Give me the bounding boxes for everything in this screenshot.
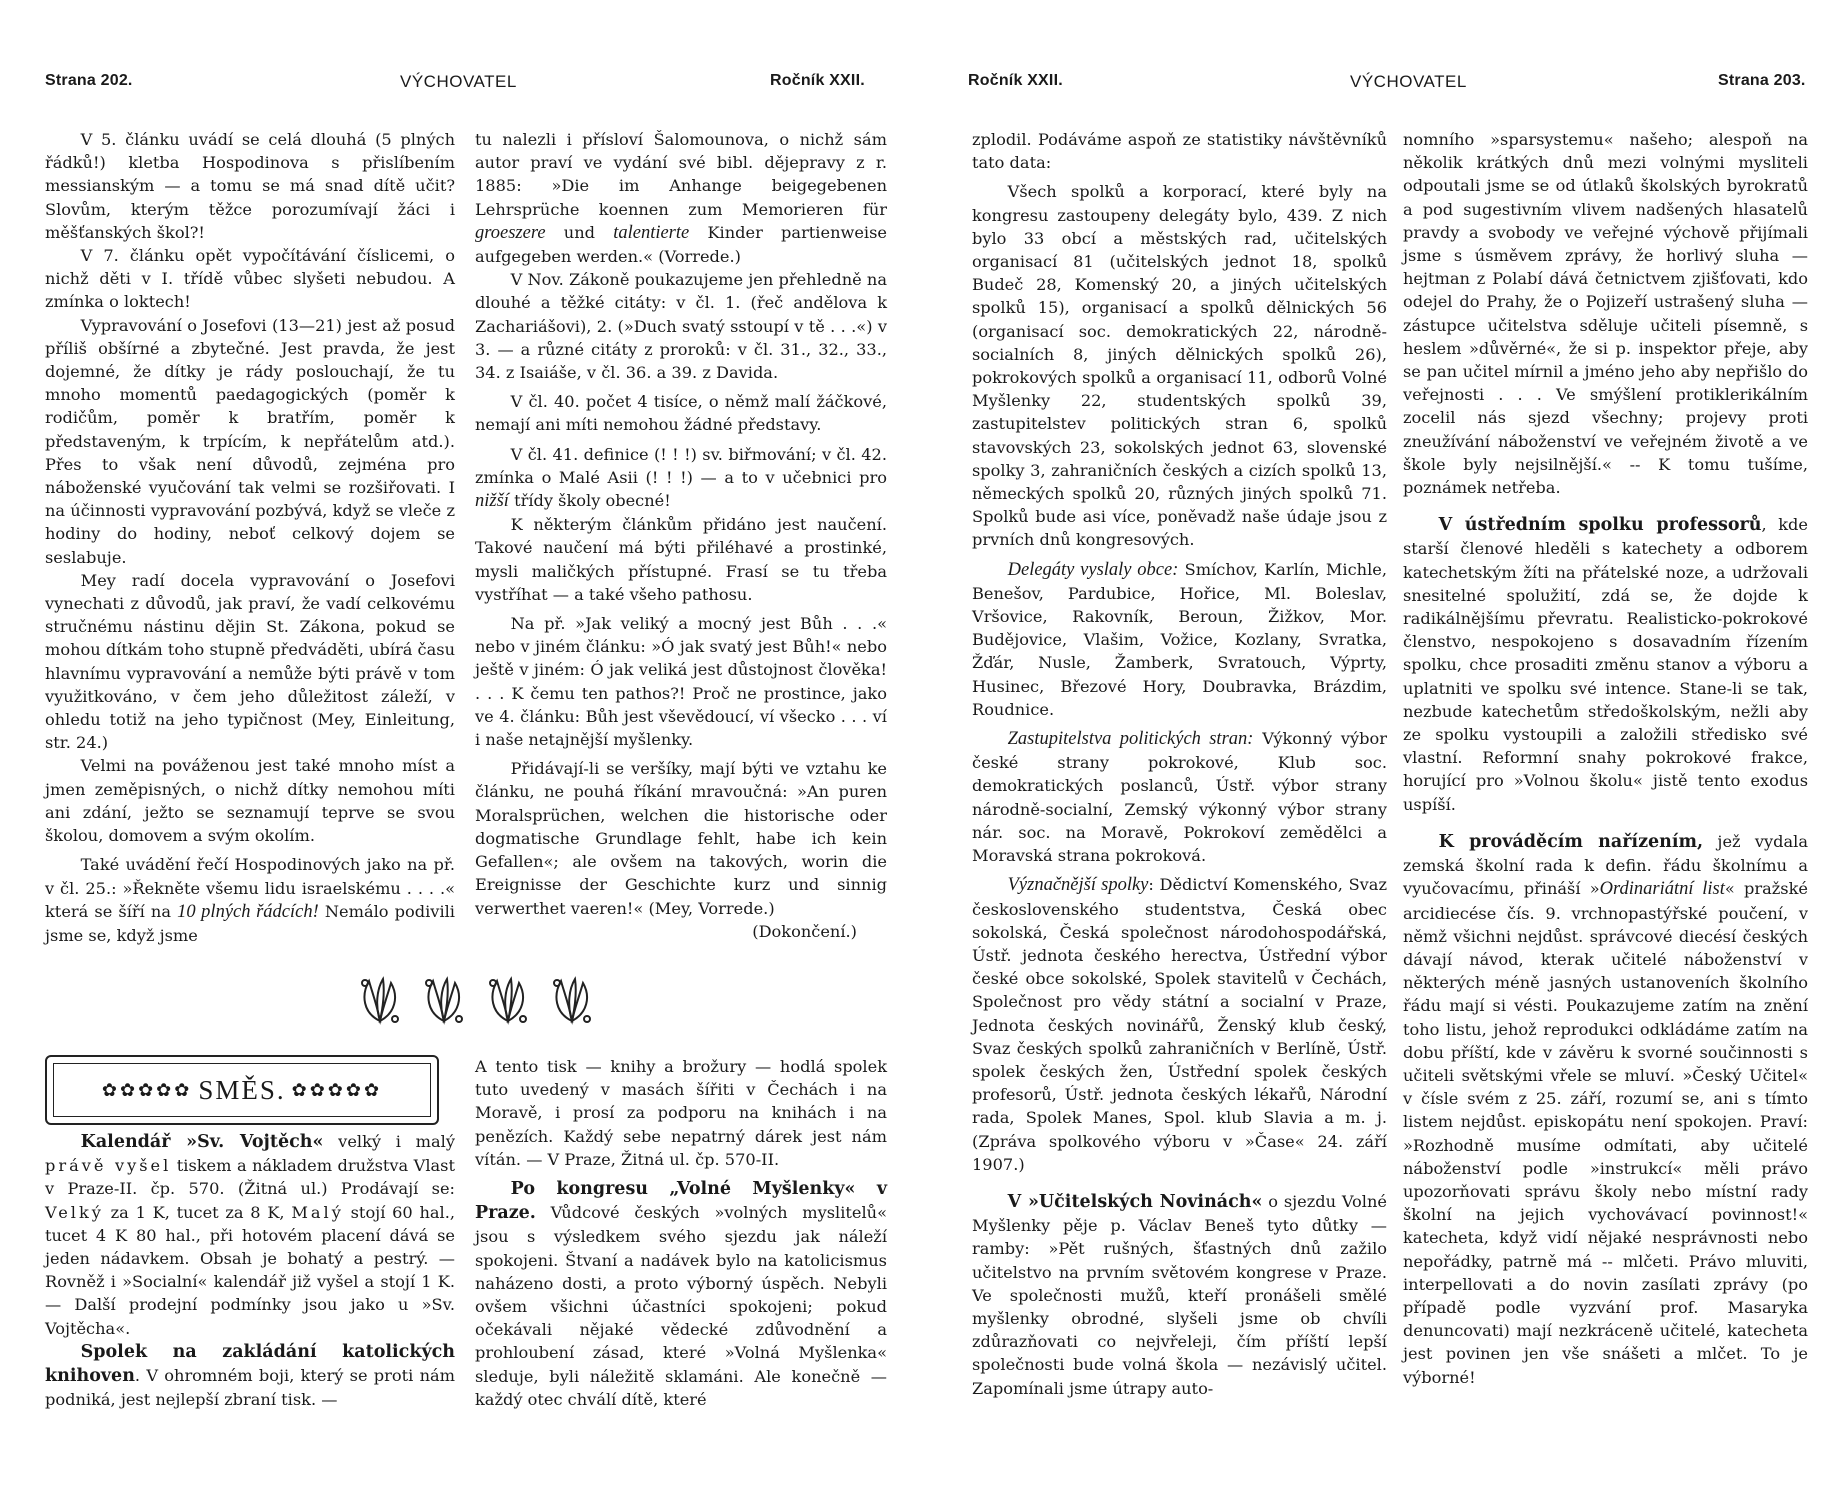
text: velký i malý (323, 1132, 456, 1151)
item-heading: Kalendář »Sv. Vojtěch« (80, 1132, 324, 1152)
paragraph (972, 1190, 1387, 1400)
smes-col2 (475, 1055, 887, 1411)
page-number-right: Strana 203. (1718, 72, 1806, 89)
emphasis: talentierte (613, 222, 690, 243)
paragraph: zplodil. Podáváme aspoň ze statistiky návštěvníků tato data: (972, 130, 1387, 173)
paragraph: V 7. článku opět vypočítávání číslicemi, o nichž děti v I. třídě vůbec slyšeti nebudou. A zmínka o loktech! (45, 246, 455, 312)
text: tiskem a nákladem družstva Vlast v Praze-II. čp. 570. (Žitná ul.) Prodávají se: (45, 1156, 455, 1199)
paragraph (45, 853, 455, 947)
volume-left: Ročník XXII. (770, 72, 865, 89)
text: Vůdcové českých »volných myslitelů« jsou s výsledkem svého sjezdu jak náleží spokojeni. Štvaní a nadávek bylo na katolicismus naházeno dosti, a proto výborný úspěch. Nebyli ovšem všichni účastníci spokojeni; pokud očekávali nějaké vědecké zdůvodnění a prohloubení zásad, které »Volná Myšlenka« sleduje, byli náležitě sklamáni. Ale konečně — každý otec chválí dítě, které (475, 1203, 887, 1409)
paragraph (1403, 513, 1808, 816)
item-heading: Spolek na zakládání katolických knihoven (45, 1341, 455, 1387)
text: jež vydala zemská školní rada k defin. řádu školnímu a vyučovacímu, přináší » (1403, 831, 1808, 899)
item-heading: K prováděcím nařízením, (1438, 831, 1704, 852)
right-col1 (972, 128, 1387, 1400)
emphasis: Delegáty vyslaly obce: (1007, 559, 1179, 580)
paragraph: K některým článkům přidáno jest naučení. Takové naučení má býti přiléhavé a prostinké, mysli maličkých přístupné. Frasí se tu třeba vystříhat — a také všeho pathosu. (475, 515, 887, 604)
journal-title-right: VÝCHOVATEL (1350, 72, 1467, 91)
text: Nemálo podivili jsme se, když jsme (45, 901, 455, 945)
paragraph: V 5. článku uvádí se celá dlouhá (5 plných řádků!) kletba Hospodinova s přislíbením messianským — a tomu se má snad dítě učit? Slovům, kterým těžce porozumívají žáci i měšťanských škol?! (45, 130, 455, 242)
smes-col1 (45, 1130, 455, 1411)
paragraph (475, 443, 887, 514)
paragraph (972, 727, 1387, 867)
text: stojí 60 hal., tucet 4 K 80 hal., při hotovém placení dává se jeden nádavkem. Obsah je bohatý a pestrý. — Rovněž i »Socialní« kalendář již vyšel a stojí 1 K. — Další prodejní podmínky jsou jako u »Sv. Vojtěcha«. (45, 1202, 455, 1338)
paragraph: A tento tisk — knihy a brožury — hodlá spolek tuto uvedený v masách šířiti v Čechách i na Moravě, i prosí za podporu na knihách i na penězích. Každý sebe nepatrný dárek jest nám vítán. — V Praze, Žitná ul. čp. 570-II. (475, 1057, 887, 1169)
paragraph (972, 873, 1387, 1176)
leaf-ornament-icon (419, 975, 469, 1025)
text: tu nalezli i přísloví Šalomounova, o nichž sám autor praví ve vydání své bibl. dějepravy z r. 1885: »Die im Anhange beigegebenen Lehrsprüche koennen zum Memorieren für (475, 130, 887, 219)
paragraph (1403, 830, 1808, 1389)
paragraph: Vypravování o Josefovi (13—21) jest až posud příliš obšírné a zbytečné. Jest pravda, že jest dojemné, že dítky je rády poslouchají, že tu mnoho momentů paedagogických (poměr k rodičům, poměr k bratřím, poměr k představeným, k trpícím, k nepřátelům atd.). Přes to však není důvodů, zejména pro náboženské vyučování tak velmi se rozšiřovati. I na účinnosti vypravování pozbývá, když se vleče z hodiny do hodiny, neboť celkový dojem se seslabuje. (45, 315, 455, 567)
rosette-icon: ✿✿✿✿✿ (101, 1079, 193, 1100)
item-heading: Po kongresu „Volné Myšlenky« v Praze. (475, 1179, 887, 1224)
paragraph (475, 1177, 887, 1411)
paragraph (972, 558, 1387, 721)
text: o sjezdu Volné Myšlenky pěje p. Václav Beneš tyto důtky — ramby: »Pět rušných, šťastných dnů zažilo učitelstvo na prvním světovém kongrese v Praze. Ve společnosti mužů, kteří pronášeli smělé myšlenky obrodné, slyšeli jsme ob chvíli zdůrazňovati co nejvřeleji, čím příští lepší společnosti bude volná škola — nezávislý učitel. Zapomínali jsme útrapy auto- (972, 1191, 1387, 1398)
text: Malý (291, 1202, 344, 1222)
emphasis: Ordinariátní list (1599, 879, 1725, 900)
text: . V ohromném boji, který se proti nám podniká, jest nejlepší zbraní tisk. — (45, 1366, 455, 1410)
item-heading: V »Učitelských Novinách« (1007, 1191, 1263, 1212)
emphasis: Význačnější spolky (1007, 875, 1149, 896)
paragraph: Všech spolků a korporací, které byly na kongresu zastoupeny delegáty bylo, 439. Z nich bylo 33 obcí a městských rad, učitelských organisací 81 (učitelských jednot 18, spolků Budeč 28, Komenský 20, a jiných učitelských spolků 15), organisací a spolků dělnických 56 (organisací soc. demokratických 22, národně-socialních 8, jiných dělnických spolků 26), pokrokových spolků a organisací 11, odborů Volné Myšlenky 22, studentských spolků 39, zastupitelstev politických stran 6, spolků stavovských 23, sokolských jednot 63, slovenské spolky 3, zahraničních českých a cizích spolků 13, německých spolků 20, různých jiných spolků 71. Spolků bude asi více, poněvadž naše údaje jsou z prvních dnů kongresových. (972, 182, 1387, 550)
text: Kinder partienweise aufgegeben werden.« (Vorrede.) (475, 222, 887, 267)
emphasis: nižší (475, 491, 509, 512)
text: « pražské arcidiecése čís. 9. vrchnopastýřské poučení, v němž všichni nejdůst. správcové diecésí českých dávají návod, kterak učitelé náboženství v některých méně jasných ustanoveních školního řádu mají si vésti. Poukazujeme zatím na znění toho listu, jehož reprodukci odkládáme zatím na dobu příští, kde v závěru k svorné součinnosti s učiteli světskými vřele se mluví. »Český Učitel« v čísle svém z 25. září, rozumí se, ani s tímto listem nejdůst. episkopátu není spokojen. Praví: »Rozhodně musíme odmítati, aby učitelé náboženství podle »instrukcí« měli právo upozorňovati správu školy nebo místní rady školní na jejich vychovávací povinnost!« katecheta, když vidí nějaké nesprávnosti nebo nepořádky, patrně má -- mlčeti. Právo mluviti, interpellovati a do novin zasílati zprávy (po případě podle vyzvání prof. Masaryka denuncovati) mají nezkráceně učitelé, katecheta jest povinen jen vše snášeti a mlčet. To je výborné! (1403, 879, 1808, 1387)
paragraph: Velmi na pováženou jest také mnoho míst a jmen zeměpisných, o nichž dítky nemohou míti ani zdání, ježto se seznamují teprve se svou školou, domovem a svým okolím. (45, 756, 455, 846)
text: , kde starší členové hleděli s katechety a odborem katechetským žíti na přátelské noze, a udržovali snesitelné spolužití, zdá se, že dojde k radikálnějšímu převratu. Realisticko-pokrokové členstvo, nespokojeno s dosavadním řízením spolku, chce prosaditi změnu stanov a výboru a uplatniti ve spolku své intence. Stane-li se tak, nezbude katechetům středoškolským, nežli aby ze spolku vystoupili a založili středisko své vlastní. Reformní snahy pokrokové frakce, horující pro »Volnou školu« jistě tento exodus uspíší. (1403, 515, 1808, 814)
section-title: SMĚS. (198, 1074, 286, 1105)
volume-right: Ročník XXII. (968, 72, 1063, 89)
leaf-ornament-icon (355, 975, 405, 1025)
text: za 1 K, tucet za 8 K, (103, 1202, 292, 1222)
left-col2 (475, 128, 887, 943)
section-heading-box (45, 1055, 439, 1125)
paragraph: V čl. 40. počet 4 tisíce, o němž malí žáčkové, nemají ani míti nemohou žádné představy. (475, 392, 887, 435)
emphasis: 10 plných řádcích! (177, 901, 319, 922)
paragraph: Přidávají-li se veršíky, mají býti ve vztahu ke článku, ne pouhá říkání mravoučná: »An puren Moralsprüchen, welchen die historische oder dogmatische Grundlage fehlt, habe ich kein Gefallen«; ale ovšem na takových, worin die Ereignisse der Geschichte kurz und sinnig verwerthet vaeren!« (Mey, Vorrede.) (475, 759, 887, 918)
emphasis: Zastupitelstva politických stran: (1007, 729, 1254, 750)
paragraph (45, 1130, 455, 1340)
leaf-ornament-icon (483, 975, 533, 1025)
text: Velký (45, 1202, 104, 1222)
paragraph: Na př. »Jak veliký a mocný jest Bůh . . .« nebo v jiném článku: »Ó jak svatý jest Bůh!« nebo ještě v jiném: Ó jak veliká jest důstojnost člověka! . . . K čemu ten pathos?! Proč ne prostince, jako ve 4. článku: Bůh jest vševědoucí, ví všecko . . . ví i naše netajnější myšlenky. (475, 614, 887, 750)
rosette-icon: ✿✿✿✿✿ (291, 1079, 383, 1100)
paragraph: nomního »sparsystemu« našeho; alespoň na několik krátkých dnů mezi volnými mysliteli odpoutali jsme se od útlaků školských byrokratů a pod sugestivním vlivem nadšených hlasatelů pravdy a svobody ve veřejné výchově přijímali jsme s úsměvem zprávy, že horlivý sluha — hejtman z Polabí dává četnictvem zjišťovati, kdo odejel do Prahy, že o Pojizeří ustrašený sluha — zástupce učitelstva sděluje učiteli písemně, s heslem »důvěrné«, že si p. inspektor přeje, aby se pan učitel mírnil a jméno jeho aby nepřišlo do veřejnosti . . . Ve smýšlení protiklerikálním zocelil nás sjezd všechny; projevy proti zneužívání náboženství ve veřejném životě a ve škole byly nejsilnější.« -- K tomu tušíme, poznámek netřeba. (1403, 130, 1808, 498)
text: : Dědictví Komenského, Svaz československého studentstva, Česká obec sokolská, Česká společnost národohospodářská, Ústř. jednota českého herectva, Ústřední výbor české obce sokolské, Spolek stavitelů v Čechách, Společnost pro vědy státní a socialní v Praze, Jednota českých novinářů, Ženský klub český, Svaz českých spolků zahraničních v Berlíně, Ústř. spolek českých žen, Ústřední spolek českých profesorů, Ústř. jednota českých lékařů, Národní rada, Spolek Manes, Spol. klub Slavia a m. j. (Zpráva spolkového výboru v »Čase« 24. září 1907.) (972, 875, 1387, 1174)
text: Také uvádění řečí Hospodinových jako na př. v čl. 25.: »Řekněte všemu lidu israelskému . . . .« která se šíří na (45, 855, 455, 921)
text: právě vyšel (45, 1156, 172, 1176)
emphasis: groeszere (475, 222, 546, 243)
paragraph: Mey radí docela vypravování o Josefovi vynechati z důvodů, jak praví, že vadí celkovému stručnému nástinu dějin St. Zákona, pokud se mohou dítkám toho stupně předváděti, ubírá času hlavnímu vypravování a nemůže býti právě v tom využitkováno, v čem jeho důležitost záleží, v ohledu totiž na jeho typičnost (Mey, Einleitung, str. 24.) (45, 570, 455, 753)
paragraph: V Nov. Zákoně poukazujeme jen přehledně na dlouhé a těžké citáty: v čl. 1. (řeč andělova k Zachariášovi), 2. (»Duch svatý sstoupí v tě . . .«) v 3. — a různé citáty z proroků: v čl. 31., 32., 33., 34. z Isaiáše, v čl. 36. a 39. z Davida. (475, 270, 887, 383)
text: Výkonný výbor české strany pokrokové, Klub soc. demokratických poslanců, Ústř. výbor strany národně-socialní, Zemský výkonný výbor strany nár. soc. na Moravě, Pokrokoví zemědělci a Moravská strana pokroková. (972, 729, 1387, 866)
journal-title-left: VÝCHOVATEL (400, 72, 517, 91)
text: třídy školy obecné! (508, 491, 671, 511)
right-col2 (1403, 128, 1808, 1389)
paragraph (45, 1340, 455, 1412)
page-number-left: Strana 202. (45, 72, 133, 89)
text: V čl. 41. definice (! ! !) sv. biřmování; v čl. 42. zmínka o Malé Asii (! ! !) — a to v učebnici pro (475, 444, 887, 487)
item-heading: V ústředním spolku professorů (1438, 515, 1762, 536)
paragraph (475, 128, 887, 268)
leaf-ornament-icon (355, 975, 605, 1025)
left-col1 (45, 128, 455, 947)
text: Smíchov, Karlín, Michle, Benešov, Pardubice, Hořice, Ml. Boleslav, Vršovice, Rakovník, Beroun, Žižkov, Mor. Budějovice, Vlašim, Vožice, Kozlany, Svratka, Žďár, Nusle, Žamberk, Svratouch, Výprty, Husinec, Březové Hory, Doubravka, Brázdim, Roudnice. (972, 559, 1387, 719)
text: und (545, 222, 614, 242)
continued-note: (Dokončení.) (752, 921, 857, 941)
leaf-ornament-icon (547, 975, 597, 1025)
